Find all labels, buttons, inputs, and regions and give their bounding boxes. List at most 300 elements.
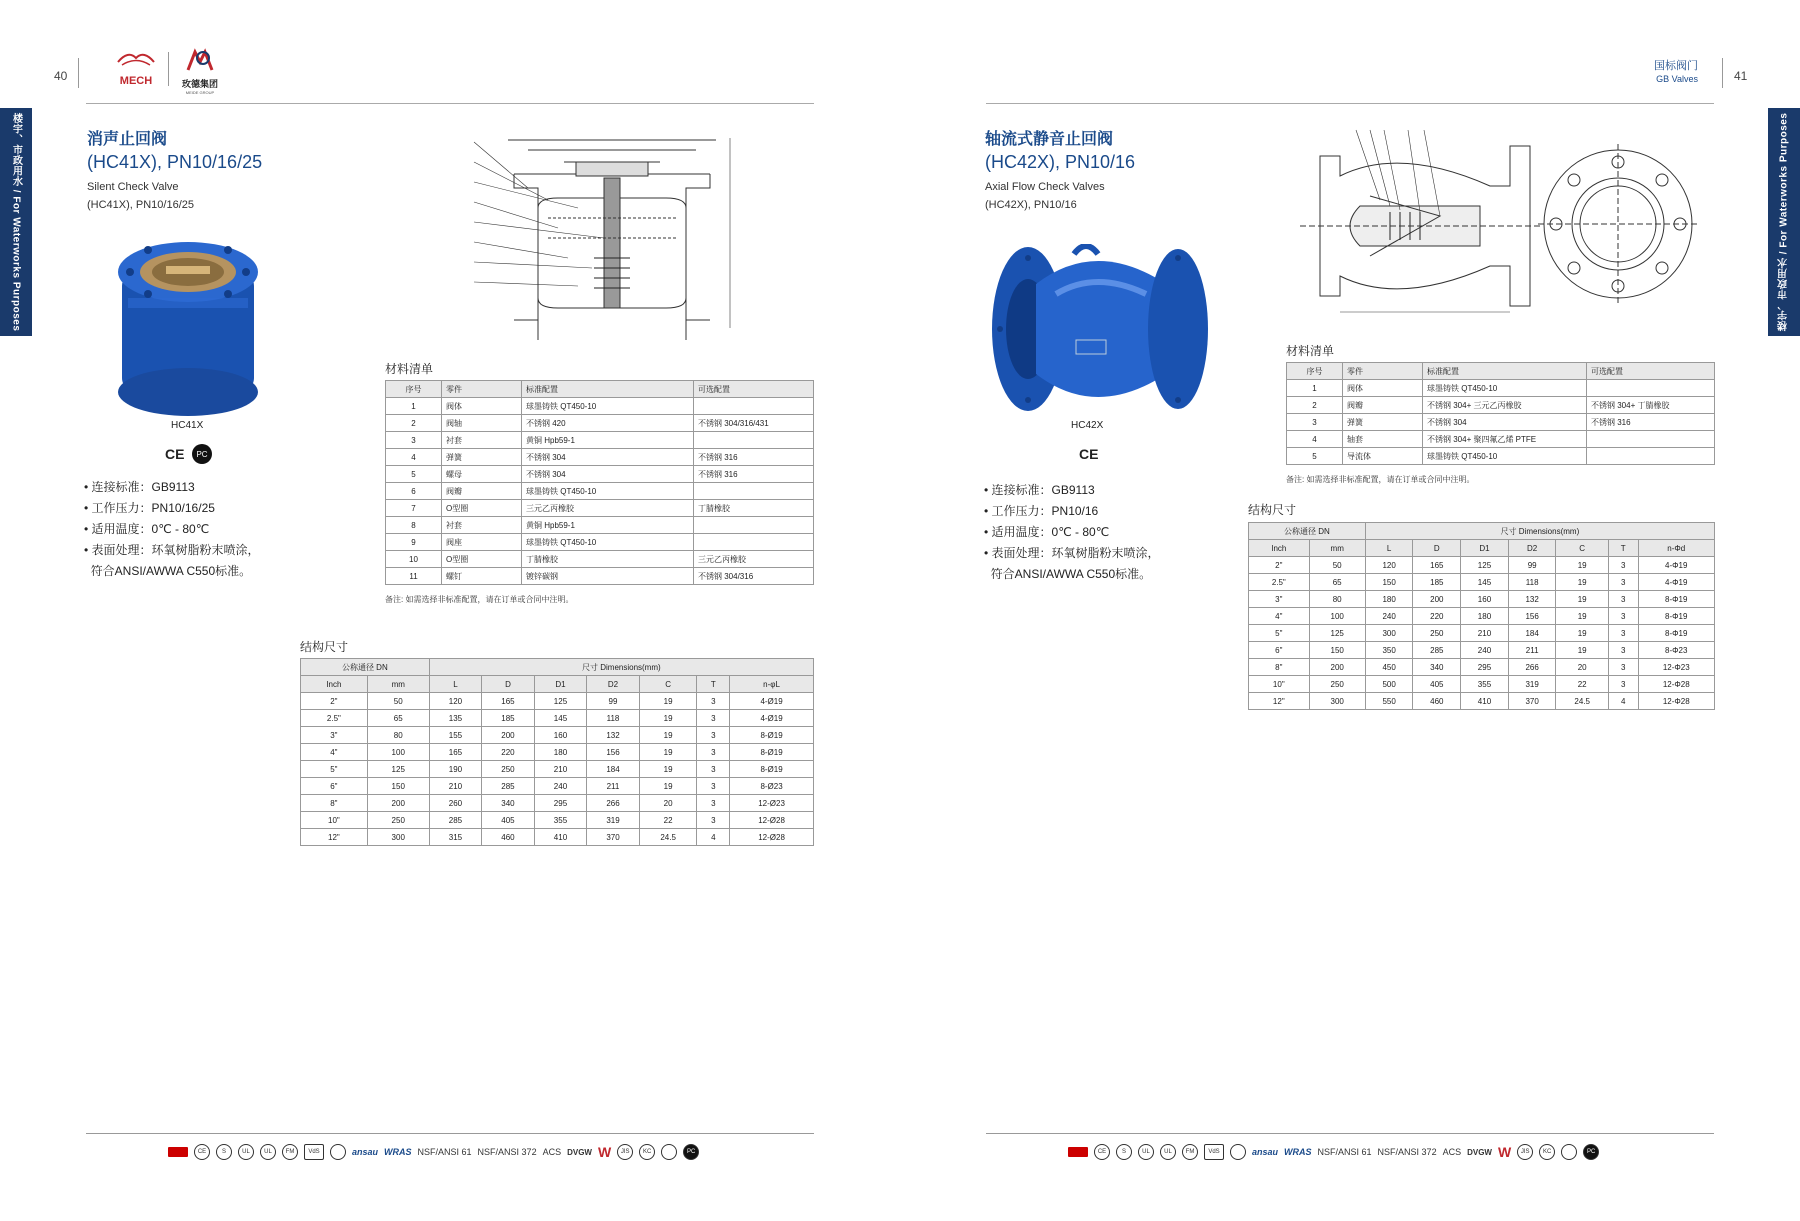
- table-cell: 19: [1556, 574, 1608, 591]
- table-row: [301, 795, 814, 812]
- table-cell: 125: [1461, 557, 1509, 574]
- table-cell: 211: [1508, 642, 1556, 659]
- table-row: [386, 432, 814, 449]
- bom-note: 备注: 如需选择非标准配置，请在订单或合同中注明。: [385, 595, 574, 604]
- table-cell: 4": [1249, 608, 1310, 625]
- table-row: [386, 483, 814, 500]
- table-row: [301, 693, 814, 710]
- table-cell: 460: [482, 829, 535, 846]
- table-cell: 1: [386, 398, 442, 415]
- product-subtitle: [985, 178, 1105, 214]
- product-title-model: (HC42X), PN10/16: [985, 152, 1136, 172]
- table-cell: 轴套: [1343, 431, 1423, 448]
- table-cell: 19: [1556, 625, 1608, 642]
- table-cell: 355: [534, 812, 587, 829]
- table-row: [301, 829, 814, 846]
- table-cell: 不锈钢 304+ 聚四氟乙烯 PTFE: [1423, 431, 1587, 448]
- table-cell: 3: [697, 744, 730, 761]
- table-cell: 210: [534, 761, 587, 778]
- table-cell: 410: [534, 829, 587, 846]
- divider: [168, 52, 169, 86]
- table-row: [1287, 431, 1715, 448]
- table-row: [1249, 574, 1715, 591]
- table-cell: 165: [1413, 557, 1461, 574]
- table-header: n-Φd: [1638, 540, 1715, 557]
- table-cell: 220: [1413, 608, 1461, 625]
- table-cell: 8-Φ19: [1638, 608, 1715, 625]
- meide-logo-icon: [185, 48, 215, 72]
- table-cell: 8-Ø19: [730, 727, 814, 744]
- feature-item: 符合ANSI/AWWA C550标准。: [84, 564, 252, 578]
- table-cell: 240: [1365, 608, 1413, 625]
- table-cell: 4-Ø19: [730, 710, 814, 727]
- table-row: [386, 398, 814, 415]
- table-cell: 球墨铸铁 QT450-10: [1423, 380, 1587, 397]
- cert-cn-icon: [168, 1147, 188, 1157]
- table-cell: 19: [639, 761, 697, 778]
- subtitle-en: Silent Check Valve: [87, 181, 179, 193]
- table-cell: 180: [1461, 608, 1509, 625]
- feature-item: • 表面处理：环氧树脂粉末喷涂，: [984, 546, 1160, 560]
- subtitle-en: Axial Flow Check Valves: [985, 181, 1105, 193]
- table-header: 零件: [1343, 363, 1423, 380]
- table-cell: 2.5": [1249, 574, 1310, 591]
- table-cell: 340: [1413, 659, 1461, 676]
- table-cell: 200: [1309, 659, 1365, 676]
- cert-wras-icon: WRAS: [1284, 1147, 1312, 1157]
- table-cell: 5: [386, 466, 442, 483]
- table-cell: 266: [587, 795, 640, 812]
- table-cell: [1587, 380, 1715, 397]
- table-header: Inch: [1249, 540, 1310, 557]
- table-row: [386, 551, 814, 568]
- table-cell: 300: [1365, 625, 1413, 642]
- table-cell: 3: [697, 812, 730, 829]
- table-header: D1: [534, 676, 587, 693]
- table-cell: 19: [1556, 557, 1608, 574]
- table-row: [386, 449, 814, 466]
- dim-table-right: [1248, 522, 1715, 710]
- table-cell: 184: [587, 761, 640, 778]
- table-cell: 丁腈橡胶: [694, 500, 814, 517]
- table-cell: 260: [429, 795, 482, 812]
- table-row: [1249, 557, 1715, 574]
- subtitle-model: (HC41X), PN10/16/25: [87, 199, 194, 211]
- table-cell: 12": [1249, 693, 1310, 710]
- table-cell: 300: [367, 829, 429, 846]
- table-header: D1: [1461, 540, 1509, 557]
- table-cell: 12": [301, 829, 368, 846]
- table-cell: 3: [1608, 591, 1638, 608]
- cert-ce-icon: CE: [1094, 1144, 1110, 1160]
- cert-dvgw-icon: DVGW: [1467, 1147, 1492, 1157]
- hc41x-valve-image: [108, 238, 268, 418]
- table-cell: 165: [429, 744, 482, 761]
- table-cell: 1: [1287, 380, 1343, 397]
- table-cell: 4: [386, 449, 442, 466]
- cert-acs: ACS: [542, 1147, 562, 1157]
- feature-item: • 表面处理：环氧树脂粉末喷涂，: [84, 543, 260, 557]
- product-title-model: (HC41X), PN10/16/25: [87, 152, 263, 172]
- table-header: 公称通径 DN: [1249, 523, 1366, 540]
- table-cell: 不锈钢 304+ 三元乙丙橡胶: [1423, 397, 1587, 414]
- table-cell: 185: [482, 710, 535, 727]
- table-cell: 19: [639, 727, 697, 744]
- table-row: [301, 778, 814, 795]
- feature-item: • 连接标准：GB9113: [84, 480, 195, 494]
- table-header: D: [482, 676, 535, 693]
- table-cell: 315: [429, 829, 482, 846]
- table-cell: 黄铜 Hpb59-1: [522, 517, 694, 534]
- cert-ansau-icon: ansau: [1252, 1147, 1279, 1157]
- table-cell: 3: [1608, 659, 1638, 676]
- table-cell: 200: [482, 727, 535, 744]
- table-cell: 65: [367, 710, 429, 727]
- table-header: n-φL: [730, 676, 814, 693]
- table-cell: 12-Ø28: [730, 829, 814, 846]
- cert-acs: ACS: [1442, 1147, 1462, 1157]
- table-row: [386, 500, 814, 517]
- table-cell: 100: [1309, 608, 1365, 625]
- table-cell: 118: [587, 710, 640, 727]
- table-header: 可选配置: [694, 381, 814, 398]
- table-cell: 285: [482, 778, 535, 795]
- header-rule: [986, 103, 1714, 104]
- table-row: [1249, 676, 1715, 693]
- table-cell: 8-Φ23: [1638, 642, 1715, 659]
- table-row: [386, 415, 814, 432]
- table-cell: [694, 398, 814, 415]
- cert-pct-icon: PC: [683, 1144, 699, 1160]
- table-cell: 3: [1608, 557, 1638, 574]
- table-header: mm: [1309, 540, 1365, 557]
- dim-title: 结构尺寸: [300, 640, 349, 654]
- product-title-cn: 轴流式静音止回阀: [985, 131, 1114, 148]
- table-cell: 6": [1249, 642, 1310, 659]
- table-cell: 135: [429, 710, 482, 727]
- group-name-en: MEIDE GROUP: [185, 90, 215, 95]
- table-cell: 4: [1608, 693, 1638, 710]
- table-cell: 266: [1508, 659, 1556, 676]
- table-cell: 184: [1508, 625, 1556, 642]
- table-cell: 355: [1461, 676, 1509, 693]
- table-header: 标准配置: [1423, 363, 1587, 380]
- cert-wras-icon: WRAS: [384, 1147, 412, 1157]
- table-cell: 8-Ø19: [730, 744, 814, 761]
- table-cell: [694, 483, 814, 500]
- table-row: [1249, 659, 1715, 676]
- table-cell: 9: [386, 534, 442, 551]
- table-cell: 165: [482, 693, 535, 710]
- table-cell: 3: [1608, 676, 1638, 693]
- dim-title: 结构尺寸: [1248, 503, 1297, 517]
- table-cell: 球墨铸铁 QT450-10: [522, 534, 694, 551]
- cert-nsf61: NSF/ANSI 61: [417, 1147, 472, 1157]
- table-cell: 5": [1249, 625, 1310, 642]
- table-cell: 132: [1508, 591, 1556, 608]
- table-cell: 132: [587, 727, 640, 744]
- table-cell: 285: [429, 812, 482, 829]
- table-cell: 150: [367, 778, 429, 795]
- feature-item: • 工作压力：PN10/16: [984, 504, 1099, 518]
- table-header: L: [429, 676, 482, 693]
- table-cell: 240: [534, 778, 587, 795]
- table-cell: 240: [1461, 642, 1509, 659]
- cert-kc-icon: KC: [1539, 1144, 1555, 1160]
- table-cell: 三元乙丙橡胶: [522, 500, 694, 517]
- cert-dvgw-icon: DVGW: [567, 1147, 592, 1157]
- table-cell: 65: [1309, 574, 1365, 591]
- table-cell: 3: [697, 761, 730, 778]
- table-cell: 球墨铸铁 QT450-10: [1423, 448, 1587, 465]
- cert-vds-icon: VdS: [304, 1144, 324, 1160]
- table-cell: 145: [534, 710, 587, 727]
- cert-cn-icon: [1068, 1147, 1088, 1157]
- table-cell: 三元乙丙橡胶: [694, 551, 814, 568]
- pct-mark-icon: PC: [192, 444, 212, 464]
- table-cell: 不锈钢 304/316: [694, 568, 814, 585]
- table-cell: 3": [1249, 591, 1310, 608]
- table-cell: 24.5: [639, 829, 697, 846]
- table-cell: 319: [1508, 676, 1556, 693]
- table-cell: 185: [1413, 574, 1461, 591]
- table-header: D2: [1508, 540, 1556, 557]
- table-cell: 295: [1461, 659, 1509, 676]
- table-cell: 150: [1309, 642, 1365, 659]
- cert-gost-icon: [1230, 1144, 1246, 1160]
- table-cell: 8-Ø23: [730, 778, 814, 795]
- table-cell: 100: [367, 744, 429, 761]
- table-cell: 不锈钢 304/316/431: [694, 415, 814, 432]
- table-cell: 300: [1309, 693, 1365, 710]
- table-cell: 250: [482, 761, 535, 778]
- table-row: [386, 568, 814, 585]
- table-cell: 2": [301, 693, 368, 710]
- cert-w-icon: W: [597, 1144, 612, 1160]
- table-cell: 弹簧: [1343, 414, 1423, 431]
- table-cell: 6: [386, 483, 442, 500]
- table-cell: 12-Ø28: [730, 812, 814, 829]
- table-cell: 500: [1365, 676, 1413, 693]
- bom-note: 备注: 如需选择非标准配置，请在订单或合同中注明。: [1286, 475, 1475, 484]
- table-cell: 460: [1413, 693, 1461, 710]
- table-cell: 3: [1608, 642, 1638, 659]
- table-header: L: [1365, 540, 1413, 557]
- table-cell: 12-Φ28: [1638, 693, 1715, 710]
- table-cell: 22: [1556, 676, 1608, 693]
- table-cell: 22: [639, 812, 697, 829]
- features-list: [84, 477, 260, 582]
- table-row: [301, 727, 814, 744]
- table-cell: 20: [639, 795, 697, 812]
- table-header: mm: [367, 676, 429, 693]
- table-cell: 99: [1508, 557, 1556, 574]
- table-row: [1287, 448, 1715, 465]
- table-cell: 12-Φ28: [1638, 676, 1715, 693]
- table-cell: [694, 432, 814, 449]
- cert-kc-icon: KC: [639, 1144, 655, 1160]
- cert-jis-icon: JIS: [617, 1144, 633, 1160]
- feature-item: 符合ANSI/AWWA C550标准。: [984, 567, 1152, 581]
- table-cell: 10": [1249, 676, 1310, 693]
- table-cell: 19: [639, 710, 697, 727]
- table-row: [386, 534, 814, 551]
- table-cell: 阀瓣: [442, 483, 522, 500]
- feature-item: • 工作压力：PN10/16/25: [84, 501, 215, 515]
- subtitle-model: (HC42X), PN10/16: [985, 199, 1077, 211]
- table-cell: 19: [639, 693, 697, 710]
- table-cell: 19: [1556, 591, 1608, 608]
- table-cell: 200: [1413, 591, 1461, 608]
- table-cell: 160: [1461, 591, 1509, 608]
- side-tab-left: 楼宇、市政用水 / For Waterworks Purposes: [0, 108, 32, 336]
- ce-mark-icon: CE: [165, 446, 185, 462]
- table-cell: 3": [301, 727, 368, 744]
- table-cell: 不锈钢 304: [1423, 414, 1587, 431]
- table-row: [301, 710, 814, 727]
- cert-s-icon: S: [216, 1144, 232, 1160]
- table-row: [1249, 608, 1715, 625]
- feature-item: • 适用温度：0℃ - 80℃: [984, 525, 1110, 539]
- table-cell: 3: [697, 727, 730, 744]
- table-cell: 3: [697, 778, 730, 795]
- table-cell: 阀体: [1343, 380, 1423, 397]
- table-cell: 4: [697, 829, 730, 846]
- table-header: 公称通径 DN: [301, 659, 430, 676]
- cert-fm-icon: FM: [1182, 1144, 1198, 1160]
- feature-item: • 连接标准：GB9113: [984, 483, 1095, 497]
- page-number-right: 41: [1734, 69, 1748, 83]
- table-cell: 200: [367, 795, 429, 812]
- table-cell: 3: [697, 693, 730, 710]
- table-cell: 5: [1287, 448, 1343, 465]
- table-row: [1249, 642, 1715, 659]
- hc42x-cross-section-drawing: [1300, 126, 1700, 320]
- table-cell: 118: [1508, 574, 1556, 591]
- cert-ce-icon: CE: [194, 1144, 210, 1160]
- side-tab-right: 楼宇、市政用水 / For Waterworks Purposes: [1768, 108, 1800, 336]
- table-cell: 8: [386, 517, 442, 534]
- product-label: HC41X: [171, 420, 204, 431]
- table-cell: O型圈: [442, 500, 522, 517]
- table-cell: 3: [697, 795, 730, 812]
- table-cell: 8": [1249, 659, 1310, 676]
- table-cell: 阀轴: [442, 415, 522, 432]
- certification-logos-left: [168, 1144, 699, 1160]
- table-header: T: [1608, 540, 1638, 557]
- table-cell: 8-Φ19: [1638, 591, 1715, 608]
- table-cell: 4-Ø19: [730, 693, 814, 710]
- table-header: Inch: [301, 676, 368, 693]
- footer-rule: [86, 1133, 814, 1134]
- bom-title: 材料清单: [1286, 344, 1335, 358]
- table-cell: 2.5": [301, 710, 368, 727]
- cert-ul-listed-icon: UL: [1160, 1144, 1176, 1160]
- hc42x-valve-image: [986, 244, 1212, 414]
- meide-logo: [175, 48, 225, 95]
- table-cell: 2: [1287, 397, 1343, 414]
- cert-gost-icon: [330, 1144, 346, 1160]
- divider: [1722, 58, 1723, 88]
- table-cell: 2: [386, 415, 442, 432]
- ce-mark-icon: CE: [1079, 446, 1099, 462]
- feature-item: • 适用温度：0℃ - 80℃: [84, 522, 210, 536]
- cert-round-icon: [1561, 1144, 1577, 1160]
- table-cell: O型圈: [442, 551, 522, 568]
- table-header: D2: [587, 676, 640, 693]
- table-row: [386, 466, 814, 483]
- product-label: HC42X: [1071, 420, 1104, 431]
- table-row: [301, 812, 814, 829]
- cert-ansau-icon: ansau: [352, 1147, 379, 1157]
- product-title-cn: 消声止回阀: [87, 131, 168, 148]
- table-cell: 250: [1309, 676, 1365, 693]
- table-cell: 410: [1461, 693, 1509, 710]
- cert-s-icon: S: [1116, 1144, 1132, 1160]
- cert-round-icon: [661, 1144, 677, 1160]
- table-cell: 190: [429, 761, 482, 778]
- table-cell: 4": [301, 744, 368, 761]
- cert-ul-icon: UL: [238, 1144, 254, 1160]
- table-cell: 10: [386, 551, 442, 568]
- table-cell: 210: [1461, 625, 1509, 642]
- table-cell: 350: [1365, 642, 1413, 659]
- table-cell: 250: [367, 812, 429, 829]
- hc41x-cross-section-drawing: [468, 128, 758, 340]
- table-cell: [694, 534, 814, 551]
- table-cell: 20: [1556, 659, 1608, 676]
- table-cell: 丁腈橡胶: [522, 551, 694, 568]
- bom-table-right: [1286, 362, 1715, 465]
- table-cell: 340: [482, 795, 535, 812]
- cert-nsf372: NSF/ANSI 372: [477, 1147, 537, 1157]
- table-cell: 弹簧: [442, 449, 522, 466]
- table-header: D: [1413, 540, 1461, 557]
- table-header: C: [639, 676, 697, 693]
- mech-logo-icon: [114, 48, 158, 70]
- table-cell: 4-Φ19: [1638, 557, 1715, 574]
- table-cell: 5": [301, 761, 368, 778]
- divider: [78, 58, 79, 88]
- table-cell: 2": [1249, 557, 1310, 574]
- table-cell: 160: [534, 727, 587, 744]
- table-cell: 6": [301, 778, 368, 795]
- table-cell: 8-Ø19: [730, 761, 814, 778]
- table-cell: 50: [367, 693, 429, 710]
- table-cell: 8-Φ19: [1638, 625, 1715, 642]
- page-number-left: 40: [54, 69, 68, 83]
- table-header: 标准配置: [522, 381, 694, 398]
- table-cell: 156: [1508, 608, 1556, 625]
- table-row: [1249, 693, 1715, 710]
- table-cell: 180: [1365, 591, 1413, 608]
- table-cell: 10": [301, 812, 368, 829]
- table-header: 尺寸 Dimensions(mm): [1365, 523, 1714, 540]
- table-cell: 不锈钢 304+ 丁腈橡胶: [1587, 397, 1715, 414]
- table-cell: 3: [1608, 625, 1638, 642]
- table-header: 尺寸 Dimensions(mm): [429, 659, 813, 676]
- table-cell: 24.5: [1556, 693, 1608, 710]
- table-cell: 19: [639, 744, 697, 761]
- table-cell: 120: [429, 693, 482, 710]
- table-cell: 阀体: [442, 398, 522, 415]
- table-cell: 阀瓣: [1343, 397, 1423, 414]
- table-cell: 阀座: [442, 534, 522, 551]
- product-subtitle: [87, 178, 194, 214]
- table-cell: 3: [1608, 574, 1638, 591]
- table-cell: 不锈钢 420: [522, 415, 694, 432]
- table-cell: 285: [1413, 642, 1461, 659]
